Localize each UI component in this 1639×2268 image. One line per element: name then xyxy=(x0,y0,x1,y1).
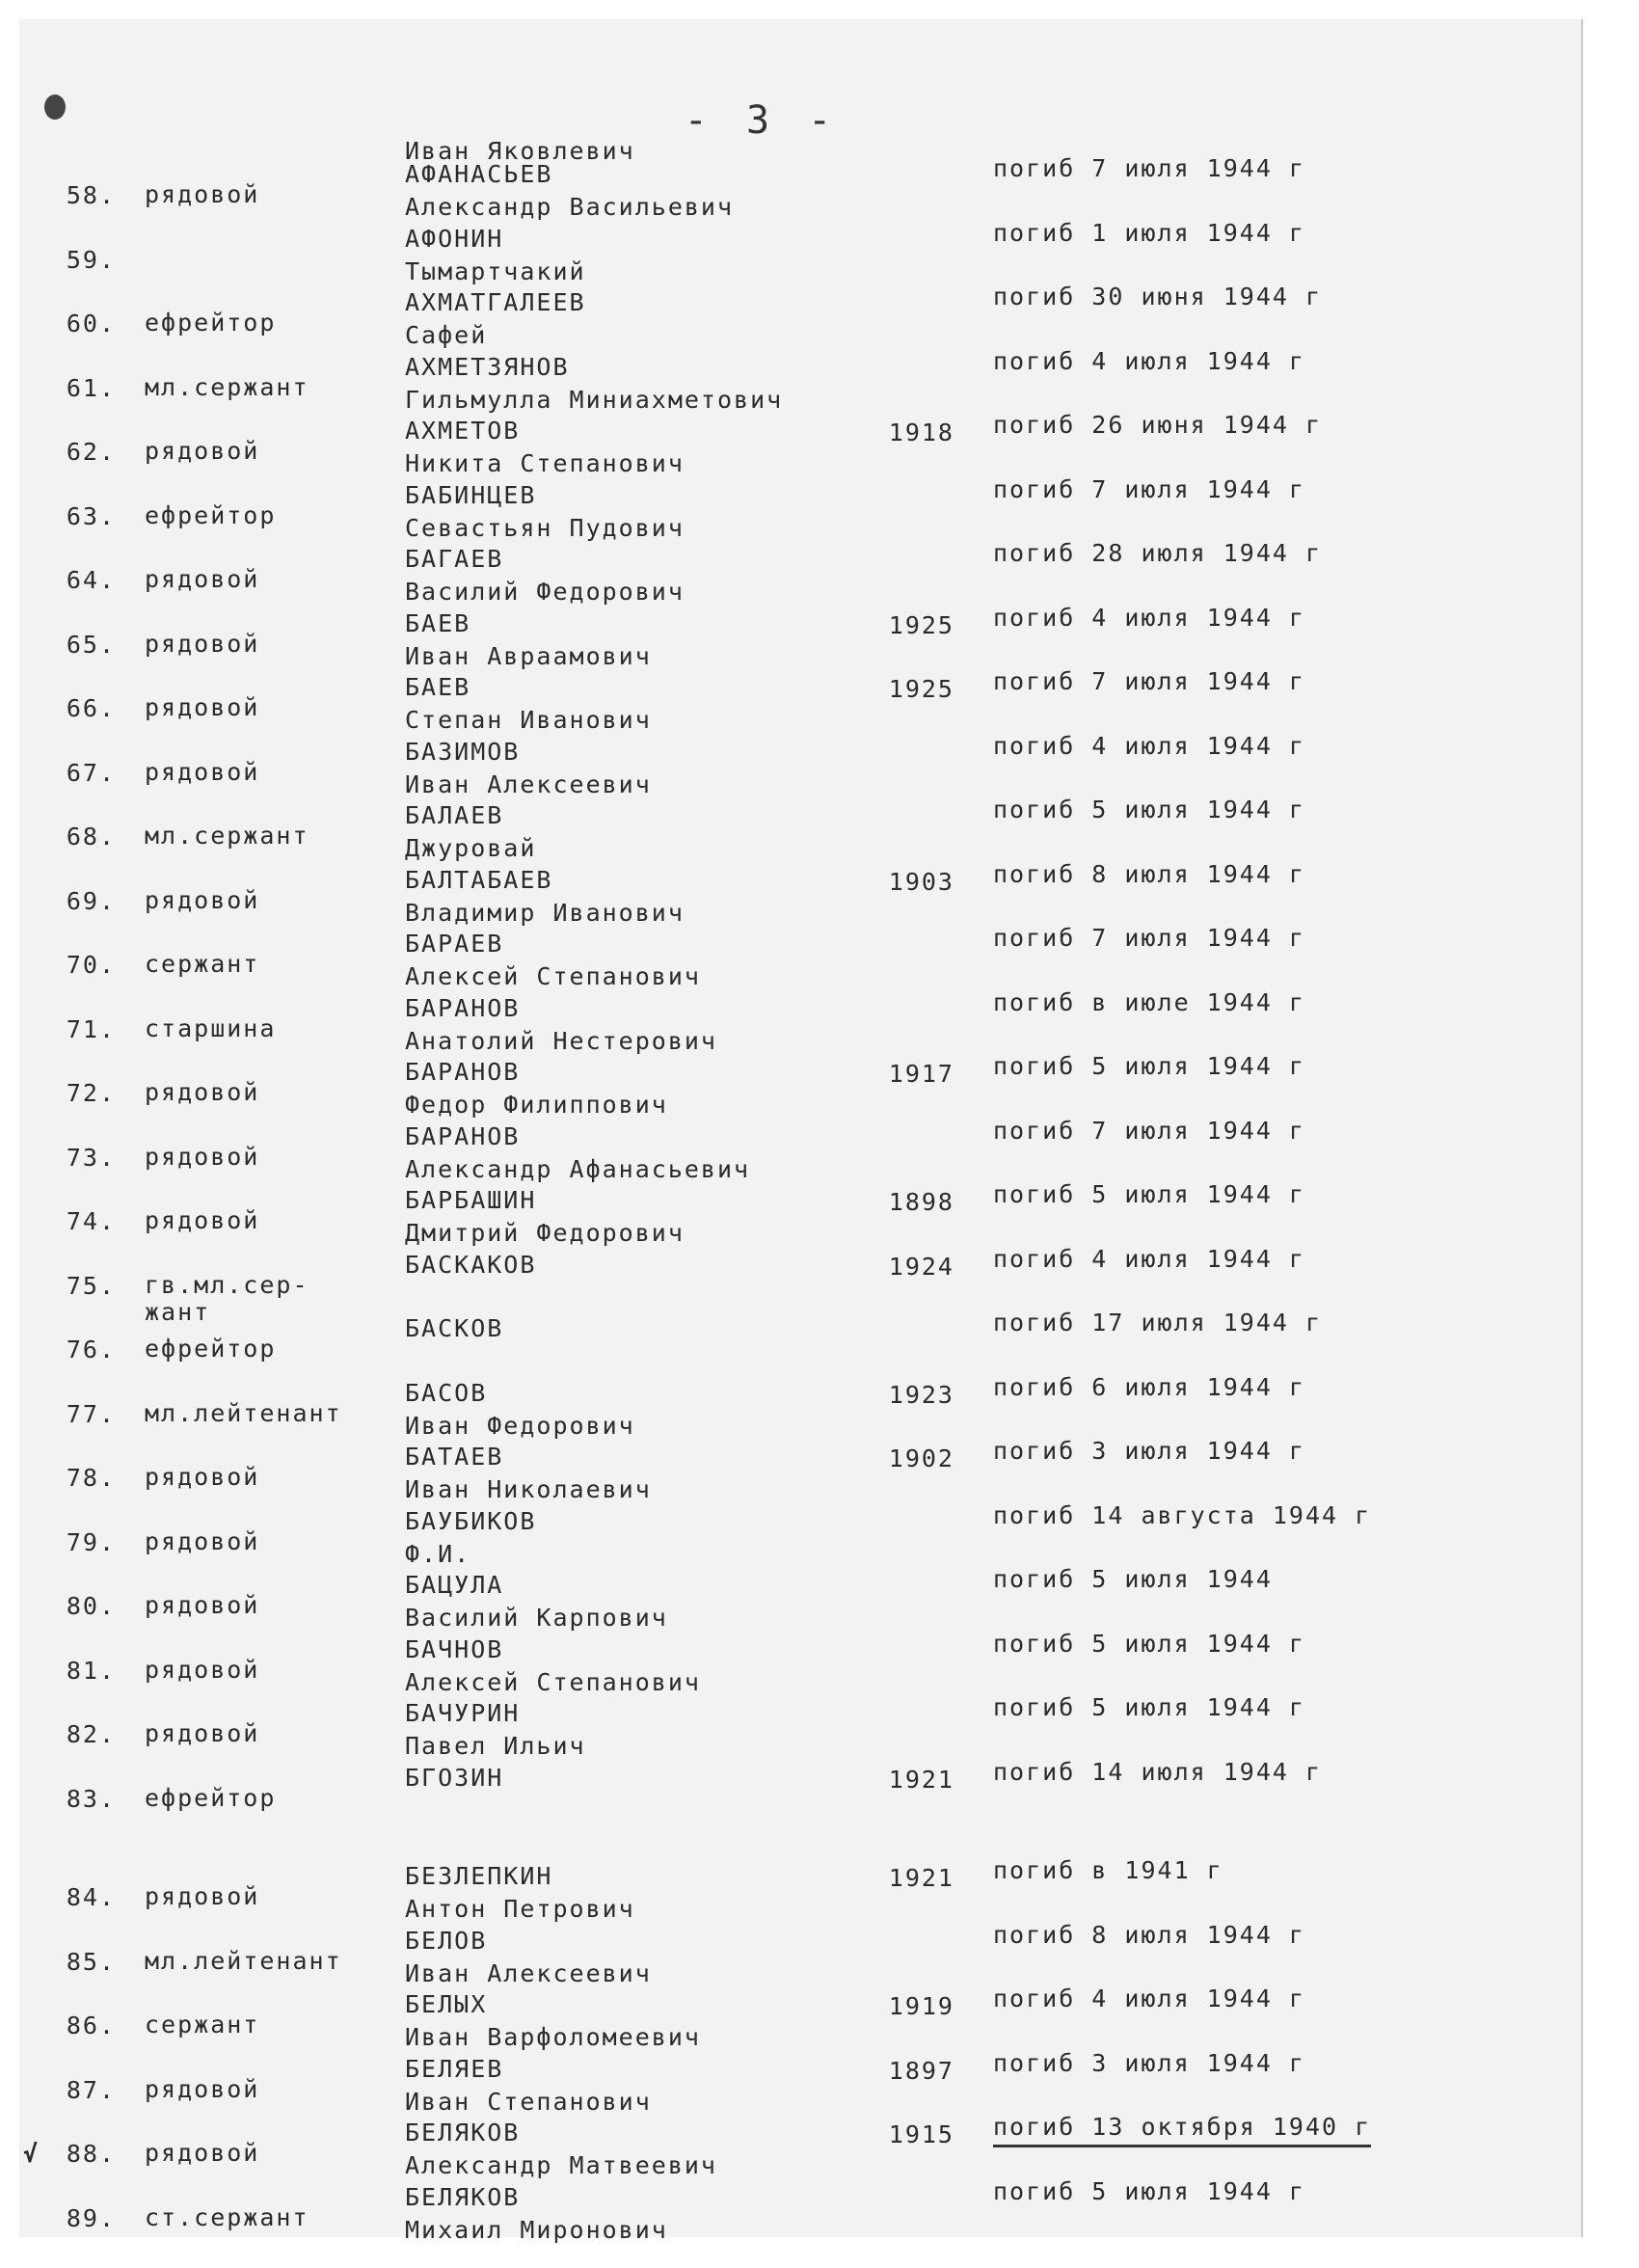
list-item xyxy=(19,374,1562,439)
row-death-info: погиб 5 июля 1944 xyxy=(993,1565,1273,1593)
row-rank: рядовой xyxy=(145,1079,259,1106)
row-rank: ст.сержант xyxy=(145,2204,309,2231)
list-item xyxy=(19,631,1562,695)
row-given-names: Иван Алексеевич xyxy=(405,770,652,798)
row-surname: АХМЕТОВ xyxy=(405,417,520,445)
row-birth-year: 1918 xyxy=(848,418,954,446)
row-given-names: Севастьян Пудович xyxy=(405,514,685,542)
row-given-names: Алексей Степанович xyxy=(405,962,701,990)
row-rank: рядовой xyxy=(145,2076,259,2103)
list-item xyxy=(19,2140,1562,2204)
row-given-names: Василий Карпович xyxy=(405,1604,668,1632)
row-surname: БАЕВ xyxy=(405,673,470,701)
row-number: 82. xyxy=(39,1720,116,1748)
row-birth-year: 1921 xyxy=(848,1766,954,1794)
row-death-info: погиб 26 июня 1944 г xyxy=(993,411,1322,439)
row-given-names: Александр Васильевич xyxy=(405,193,734,221)
row-number: 71. xyxy=(39,1015,116,1043)
row-rank: сержант xyxy=(145,951,259,978)
row-number: 60. xyxy=(39,310,116,338)
list-item xyxy=(19,1144,1562,1208)
row-number: 76. xyxy=(39,1336,116,1364)
row-death-info: погиб 7 июля 1944 г xyxy=(993,154,1305,182)
row-number: 83. xyxy=(39,1785,116,1813)
row-birth-year: 1903 xyxy=(848,868,954,896)
row-number: 86. xyxy=(39,2012,116,2039)
row-rank: рядовой xyxy=(145,2140,259,2167)
row-given-names: Джуровай xyxy=(405,834,536,862)
list-item xyxy=(19,1720,1562,1785)
row-given-names: Иван Алексеевич xyxy=(405,1959,652,1987)
list-item xyxy=(19,2012,1562,2076)
row-rank: мл.сержант xyxy=(145,374,309,401)
row-rank: рядовой xyxy=(145,887,259,914)
row-death-info: погиб 5 июля 1944 г xyxy=(993,1180,1305,1208)
row-given-names: Михаил Миронович xyxy=(405,2216,668,2244)
row-birth-year: 1902 xyxy=(848,1444,954,1472)
document-sheet xyxy=(19,19,1583,2237)
list-item xyxy=(19,502,1562,567)
row-death-info: погиб 7 июля 1944 г xyxy=(993,1117,1305,1145)
row-number: 77. xyxy=(39,1400,116,1428)
row-rank: мл.сержант xyxy=(145,823,309,850)
list-item xyxy=(19,759,1562,824)
row-surname: АФОНИН xyxy=(405,225,503,253)
row-surname: АХМЕТЗЯНОВ xyxy=(405,353,570,381)
row-birth-year: 1897 xyxy=(848,2057,954,2085)
row-number: 84. xyxy=(39,1883,116,1911)
row-given-names: Иван Яковлевич xyxy=(405,137,635,165)
row-surname: БЕЛЫХ xyxy=(405,1990,487,2018)
row-death-info: погиб 7 июля 1944 г xyxy=(993,924,1305,952)
list-item xyxy=(19,1400,1562,1465)
row-death-info: погиб 14 июля 1944 г xyxy=(993,1758,1322,1786)
row-death-info: погиб 4 июля 1944 г xyxy=(993,1984,1305,2012)
list-item xyxy=(19,1015,1562,1080)
row-surname: БАТАЕВ xyxy=(405,1443,503,1471)
row-number: 79. xyxy=(39,1528,116,1556)
row-rank: рядовой xyxy=(145,1464,259,1491)
row-given-names: Тымартчакий xyxy=(405,257,586,285)
row-surname: БАСКОВ xyxy=(405,1314,503,1342)
list-item xyxy=(19,887,1562,952)
list-item xyxy=(19,2204,1562,2268)
row-rank: мл.лейтенант xyxy=(145,1948,342,1975)
row-number: 73. xyxy=(39,1144,116,1172)
row-rank: рядовой xyxy=(145,566,259,593)
row-number: 88. xyxy=(39,2140,116,2168)
row-surname: БАРАНОВ xyxy=(405,1122,520,1150)
row-death-info: погиб 14 августа 1944 г xyxy=(993,1501,1371,1529)
row-death-info: погиб 7 июля 1944 г xyxy=(993,667,1305,695)
row-given-names: Степан Иванович xyxy=(405,706,652,734)
list-item xyxy=(19,310,1562,374)
row-number: 81. xyxy=(39,1657,116,1685)
row-number: 65. xyxy=(39,631,116,659)
row-surname: БАСКАКОВ xyxy=(405,1251,536,1279)
row-given-names: Гильмулла Миниахметович xyxy=(405,386,783,414)
row-surname: АХМАТГАЛЕЕВ xyxy=(405,288,586,316)
row-given-names: Александр Афанасьевич xyxy=(405,1155,750,1183)
row-surname: БАСОВ xyxy=(405,1379,487,1407)
row-given-names: Иван Николаевич xyxy=(405,1475,652,1503)
list-item xyxy=(19,1948,1562,2012)
list-item xyxy=(19,1657,1562,1721)
row-birth-year: 1915 xyxy=(848,2120,954,2148)
row-rank: рядовой xyxy=(145,1144,259,1171)
row-death-info: погиб 5 июля 1944 г xyxy=(993,1052,1305,1080)
row-rank: рядовой xyxy=(145,181,259,208)
row-given-names: Василий Федорович xyxy=(405,578,685,606)
row-surname: БЕЛЯКОВ xyxy=(405,2119,520,2146)
row-surname: БАБИНЦЕВ xyxy=(405,481,536,509)
row-number: 62. xyxy=(39,438,116,466)
row-surname: БАЗИМОВ xyxy=(405,738,520,766)
row-surname: БАУБИКОВ xyxy=(405,1507,536,1535)
row-death-info: погиб 4 июля 1944 г xyxy=(993,347,1305,375)
row-surname: БАЧНОВ xyxy=(405,1635,503,1663)
row-rank: рядовой xyxy=(145,1883,259,1910)
row-rank: мл.лейтенант xyxy=(145,1400,342,1427)
list-item xyxy=(19,1592,1562,1657)
list-item xyxy=(19,438,1562,502)
row-rank: рядовой xyxy=(145,1528,259,1555)
row-number: 58. xyxy=(39,181,116,209)
row-given-names: Никита Степанович xyxy=(405,449,685,477)
list-item xyxy=(19,951,1562,1015)
row-death-info: погиб 3 июля 1944 г xyxy=(993,2049,1305,2077)
row-death-info: погиб 3 июля 1944 г xyxy=(993,1437,1305,1465)
row-given-names: Александр Матвеевич xyxy=(405,2151,717,2179)
page-number: - 3 - xyxy=(19,98,1504,143)
row-birth-year: 1925 xyxy=(848,611,954,639)
row-given-names: Дмитрий Федорович xyxy=(405,1219,685,1247)
row-number: 89. xyxy=(39,2204,116,2232)
list-item xyxy=(19,694,1562,759)
row-death-info: погиб 30 июня 1944 г xyxy=(993,283,1322,310)
row-given-names: Иван Федорович xyxy=(405,1412,635,1440)
row-rank: старшина xyxy=(145,1015,276,1042)
row-death-info: погиб 4 июля 1944 г xyxy=(993,732,1305,760)
row-rank: ефрейтор xyxy=(145,1336,276,1363)
row-number: 68. xyxy=(39,823,116,850)
row-surname: БГОЗИН xyxy=(405,1764,503,1792)
row-given-names: Иван Авраамович xyxy=(405,642,652,670)
row-number: 80. xyxy=(39,1592,116,1620)
row-surname: БАГАЕВ xyxy=(405,545,503,573)
list-item xyxy=(19,1883,1562,1948)
row-number: 78. xyxy=(39,1464,116,1492)
row-number: 74. xyxy=(39,1207,116,1235)
row-birth-year: 1898 xyxy=(848,1188,954,1216)
list-item xyxy=(19,246,1562,310)
row-given-names: Иван Степанович xyxy=(405,2088,652,2116)
row-surname: БАЕВ xyxy=(405,609,470,637)
row-surname: БАЧУРИН xyxy=(405,1699,520,1727)
row-rank: рядовой xyxy=(145,1720,259,1747)
list-item xyxy=(19,1785,1562,1850)
row-given-names: Сафей xyxy=(405,321,487,349)
row-number: 66. xyxy=(39,694,116,722)
row-birth-year: 1919 xyxy=(848,1992,954,2020)
row-surname: БАРБАШИН xyxy=(405,1186,536,1214)
row-surname: БЕЛОВ xyxy=(405,1927,487,1955)
row-given-names: Антон Петрович xyxy=(405,1895,635,1923)
list-item xyxy=(19,1079,1562,1144)
row-birth-year: 1925 xyxy=(848,675,954,703)
list-item xyxy=(19,1207,1562,1272)
row-death-info: погиб 28 июля 1944 г xyxy=(993,539,1322,567)
row-number: 75. xyxy=(39,1272,116,1300)
row-mark: √ xyxy=(23,2140,40,2168)
row-death-info: погиб в июле 1944 г xyxy=(993,988,1305,1016)
row-rank: рядовой xyxy=(145,1207,259,1234)
row-number: 69. xyxy=(39,887,116,915)
row-rank: рядовой xyxy=(145,1592,259,1619)
row-birth-year: 1924 xyxy=(848,1253,954,1281)
row-death-info: погиб 5 июля 1944 г xyxy=(993,1693,1305,1721)
row-birth-year: 1917 xyxy=(848,1060,954,1088)
list-item xyxy=(19,1528,1562,1593)
row-surname: БАЛТАБАЕВ xyxy=(405,866,552,894)
row-given-names: Алексей Степанович xyxy=(405,1668,701,1696)
row-number: 72. xyxy=(39,1079,116,1107)
row-birth-year: 1923 xyxy=(848,1381,954,1409)
row-rank: рядовой xyxy=(145,438,259,465)
row-death-info: погиб 5 июля 1944 г xyxy=(993,2177,1305,2205)
row-given-names: Владимир Иванович xyxy=(405,899,685,927)
row-death-info: погиб 4 июля 1944 г xyxy=(993,1245,1305,1273)
row-death-info: погиб 7 июля 1944 г xyxy=(993,475,1305,503)
casualty-list xyxy=(19,181,1562,2268)
list-item xyxy=(19,1336,1562,1400)
row-number: 64. xyxy=(39,566,116,594)
row-surname: БАЦУЛА xyxy=(405,1571,503,1599)
list-item xyxy=(19,823,1562,887)
row-birth-year: 1921 xyxy=(848,1864,954,1892)
row-rank: сержант xyxy=(145,2012,259,2038)
row-death-info: погиб 8 июля 1944 г xyxy=(993,860,1305,888)
row-surname: БЕЛЯЕВ xyxy=(405,2055,503,2083)
row-death-info: погиб 5 июля 1944 г xyxy=(993,1630,1305,1658)
row-rank: рядовой xyxy=(145,694,259,721)
row-given-names: Федор Филиппович xyxy=(405,1091,668,1119)
row-death-info: погиб 1 июля 1944 г xyxy=(993,219,1305,247)
row-rank: гв.мл.сер- жант xyxy=(145,1272,309,1326)
row-given-names: Павел Ильич xyxy=(405,1732,586,1760)
row-given-names: Иван Варфоломеевич xyxy=(405,2023,701,2051)
row-death-info: погиб 13 октября 1940 г xyxy=(993,2113,1371,2147)
row-death-info: погиб 17 июля 1944 г xyxy=(993,1309,1322,1336)
row-number: 63. xyxy=(39,502,116,530)
row-surname: БЕЛЯКОВ xyxy=(405,2183,520,2211)
row-surname: БАРАЕВ xyxy=(405,930,503,958)
row-surname: БАЛАЕВ xyxy=(405,801,503,829)
row-death-info: погиб 5 июля 1944 г xyxy=(993,796,1305,824)
list-item xyxy=(19,566,1562,631)
row-death-info: погиб в 1941 г xyxy=(993,1856,1223,1884)
row-number: 67. xyxy=(39,759,116,787)
row-rank: ефрейтор xyxy=(145,1785,276,1812)
row-rank: рядовой xyxy=(145,631,259,658)
row-surname: БАРАНОВ xyxy=(405,994,520,1022)
row-death-info: погиб 4 июля 1944 г xyxy=(993,604,1305,632)
row-surname: БЕЗЛЕПКИН xyxy=(405,1862,552,1890)
row-rank: ефрейтор xyxy=(145,310,276,337)
row-number: 70. xyxy=(39,951,116,979)
row-given-names: Анатолий Нестерович xyxy=(405,1027,717,1055)
list-item xyxy=(19,1272,1562,1336)
row-number: 59. xyxy=(39,246,116,274)
list-item xyxy=(19,181,1562,246)
row-death-info: погиб 6 июля 1944 г xyxy=(993,1373,1305,1401)
row-surname: АФАНАСЬЕВ xyxy=(405,160,552,188)
row-rank: рядовой xyxy=(145,1657,259,1684)
row-given-names: Ф.И. xyxy=(405,1540,470,1568)
row-number: 87. xyxy=(39,2076,116,2104)
row-number: 61. xyxy=(39,374,116,402)
row-death-info: погиб 8 июля 1944 г xyxy=(993,1921,1305,1949)
row-number: 85. xyxy=(39,1948,116,1976)
row-rank: рядовой xyxy=(145,759,259,786)
row-surname: БАРАНОВ xyxy=(405,1058,520,1086)
row-rank: ефрейтор xyxy=(145,502,276,529)
